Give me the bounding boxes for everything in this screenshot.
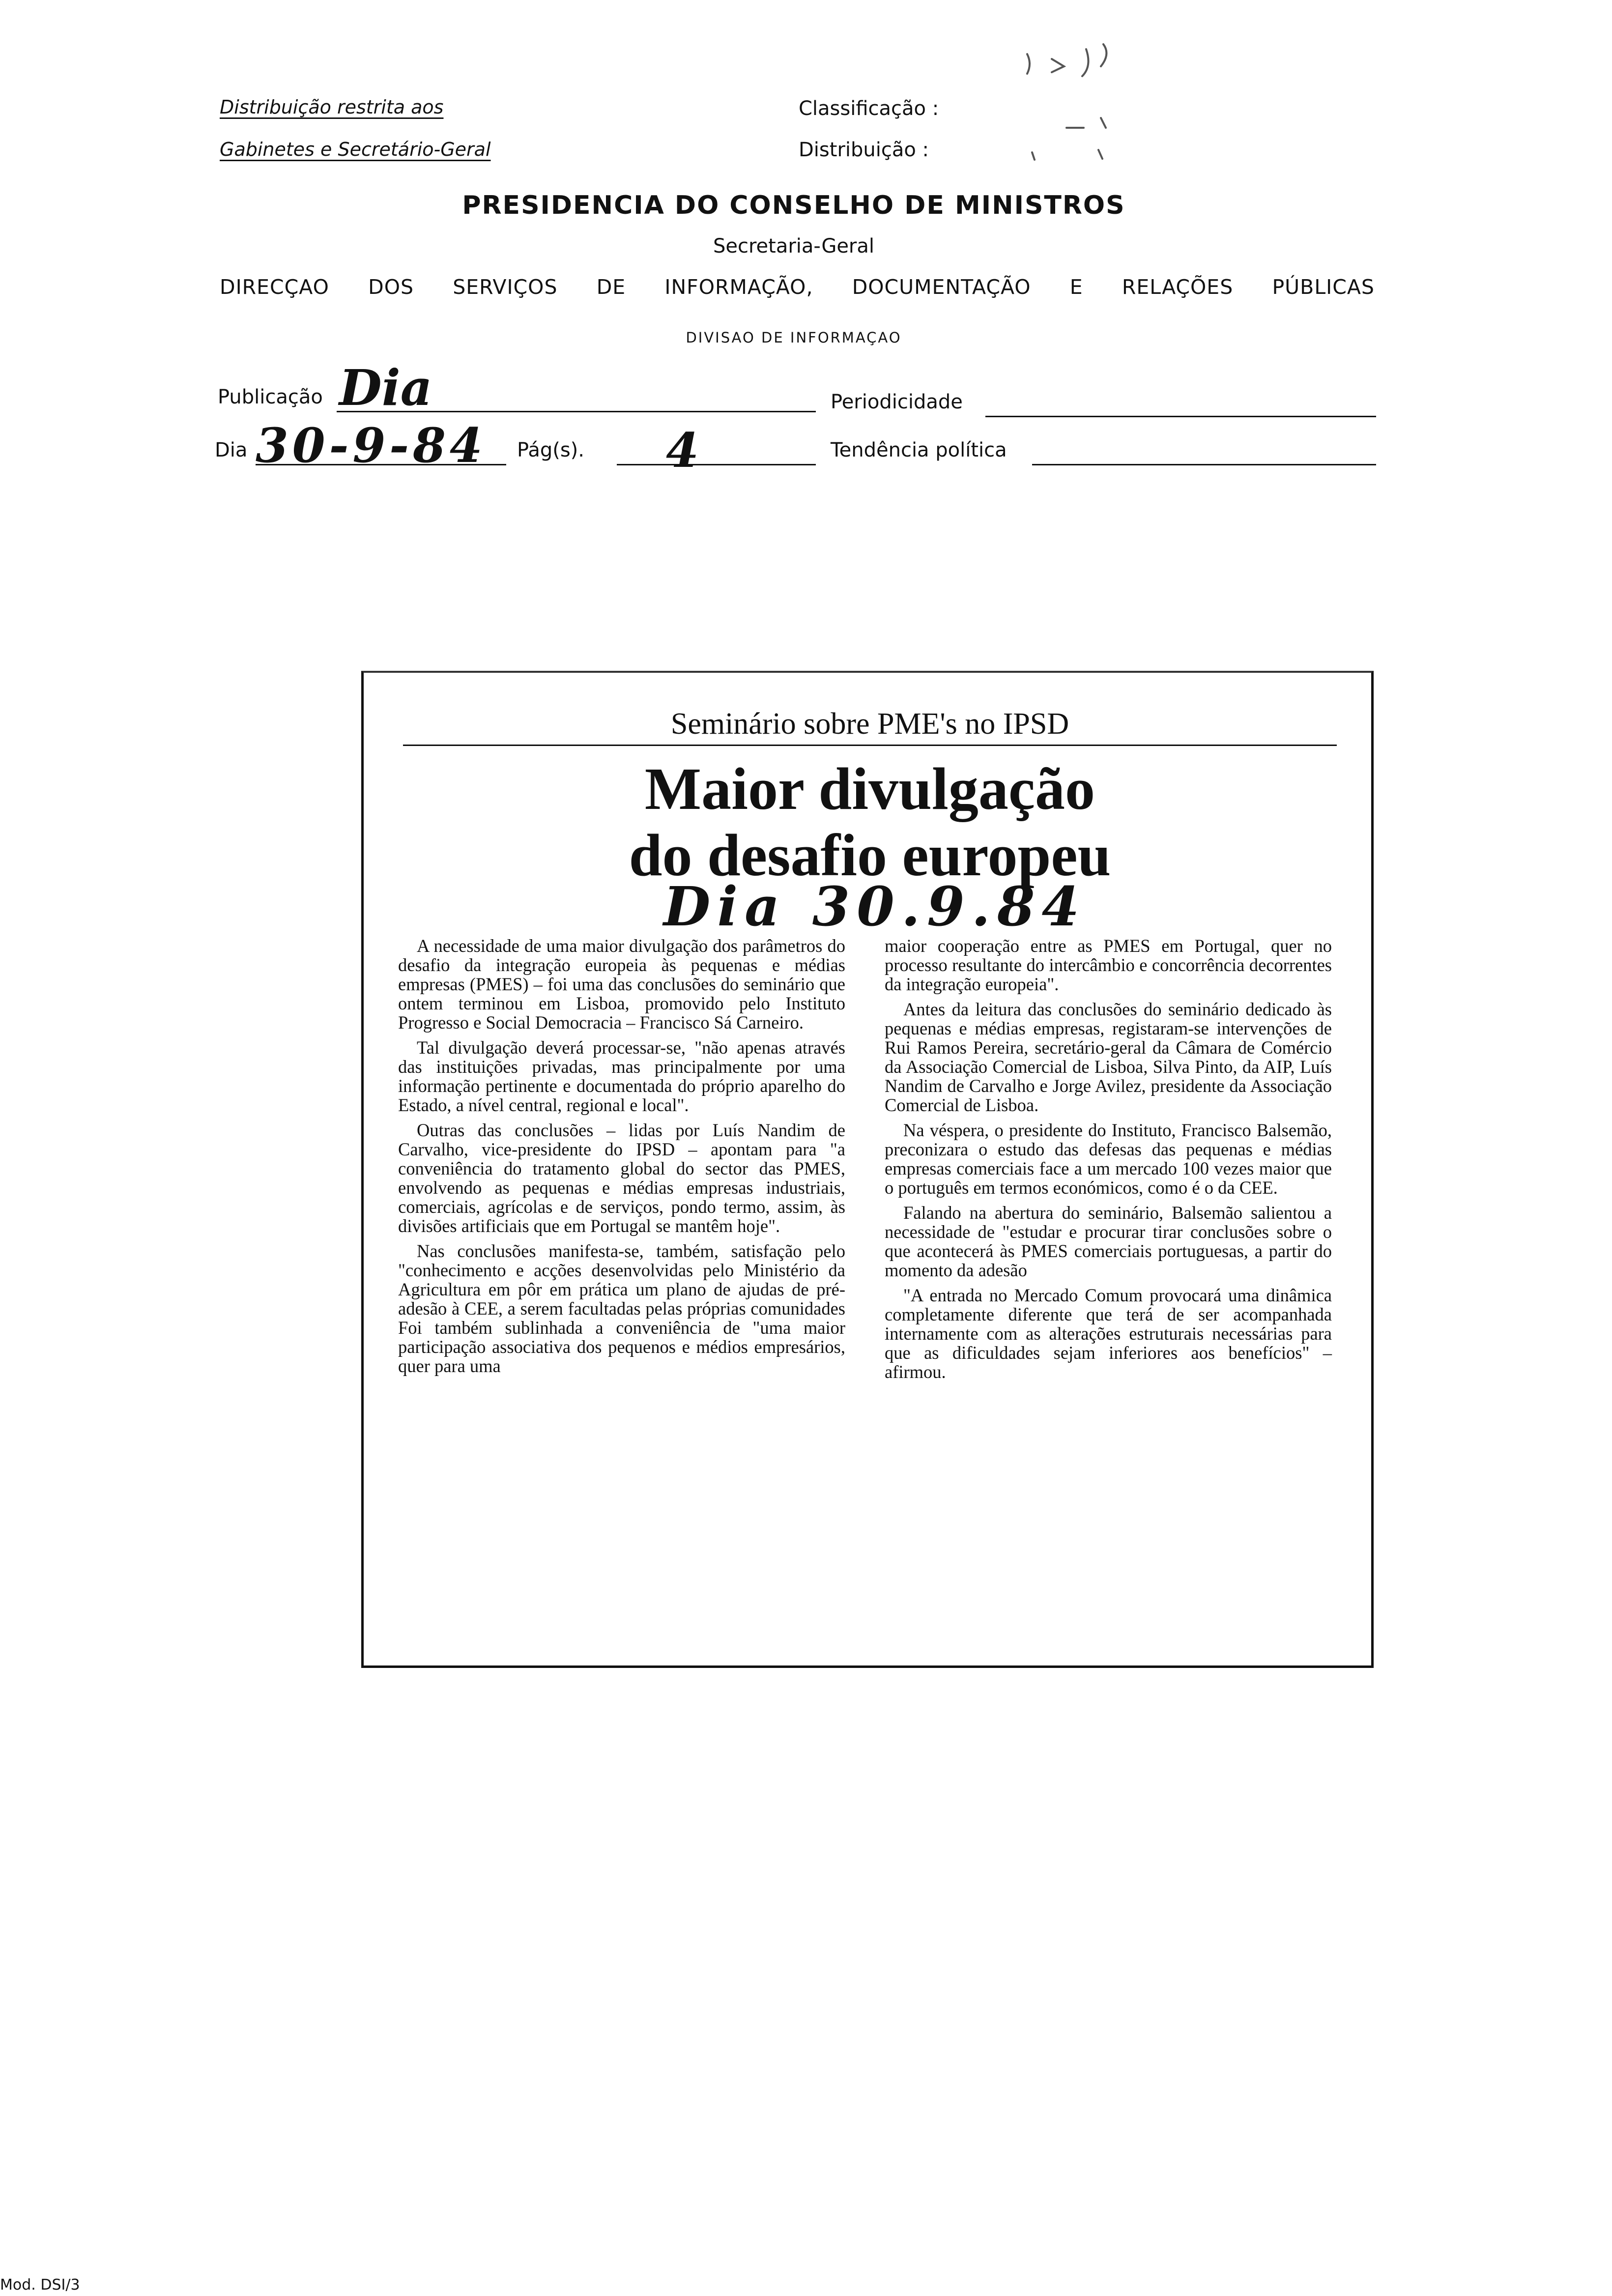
publicacao-line — [337, 411, 816, 412]
article-paragraph: A necessidade de uma maior divulgação dos parâmetros do desafio da integração europeia às pequenas e médias empresas (PMES) – foi uma das conclusões do seminário que ontem terminou em Lisboa, promovido pelo Instituto Progresso e Social Democracia – Francisco Sá Carneiro. — [398, 936, 845, 1033]
handwritten-marks — [993, 29, 1121, 162]
distribuicao-label: Distribuição : — [799, 139, 929, 161]
pags-label: Pág(s). — [517, 439, 584, 461]
direccao-word: INFORMAÇÃO, — [664, 275, 813, 299]
classificacao-label: Classificação : — [799, 97, 939, 120]
tendencia-label: Tendência política — [831, 439, 1007, 461]
direccao-word: SERVIÇOS — [453, 275, 558, 299]
article-paragraph: Antes da leitura das conclusões do seminário dedicado às pequenas e médias empresas, registaram-se intervenções de Rui Ramos Pereira, secretário-geral da Câmara de Comércio da Associação Comercial de Lisboa, Silva Pinto, da AIP, Luís Nandim de Carvalho e Jorge Avilez, presidente da Associação Comercial de Lisboa. — [885, 999, 1332, 1115]
direccao-word: DOCUMENTAÇÃO — [852, 275, 1031, 299]
publicacao-label: Publicação — [218, 386, 323, 408]
distribution-restricted-line2: Gabinetes e Secretário-Geral — [220, 139, 491, 160]
article-paragraph: Outras das conclusões – lidas por Luís Nandim de Carvalho, vice-presidente do IPSD – apontam para "a conveniência do tratamento global do sector das PMES, envolvendo as pequenas e médias empresas industriais, comerciais, agrícolas e de serviços, pondo termo, assim, às divisões artificiais que em Portugal se mantêm hoje". — [398, 1120, 845, 1236]
handwritten-date-note: Dia 30.9.84 — [663, 875, 1087, 938]
direccao-word: PÚBLICAS — [1272, 275, 1375, 299]
tendencia-line — [1032, 464, 1376, 465]
direccao-word: RELAÇÕES — [1122, 275, 1234, 299]
direccao-word: DIRECÇAO — [220, 275, 329, 299]
article-paragraph: "A entrada no Mercado Comum provocará uma dinâmica completamente diferente que terá de ser acompanhada internamente com as alterações estruturais necessárias para que as dificuldades sejam inferiores aos benefícios" – afirmou. — [885, 1285, 1332, 1382]
article-paragraph: maior cooperação entre as PMES em Portugal, quer no processo resultante do intercâmbio e concorrência decorrentes da integração europeia". — [885, 936, 1332, 994]
periodicidade-label: Periodicidade — [831, 391, 963, 413]
dia-line — [256, 464, 506, 465]
article-column-2 — [885, 936, 1332, 1387]
clipping-headline-line1: Maior divulgação — [644, 756, 1095, 822]
article-column-1 — [398, 936, 845, 1381]
direccao-word: E — [1069, 275, 1083, 299]
direccao-word: DE — [596, 275, 626, 299]
distribution-restricted-line1: Distribuição restrita aos — [220, 96, 444, 118]
article-paragraph: Na véspera, o presidente do Instituto, Francisco Balsemão, preconizara o estudo das defesas das pequenas e médias empresas comerciais face a um mercado 100 vezes maior que o português em termos económicos, como é o da CEE. — [885, 1120, 1332, 1198]
dia-label: Dia — [215, 439, 248, 461]
clipping-headline-line2: do desafio europeu — [629, 822, 1111, 889]
clipping-kicker: Seminário sobre PME's no IPSD — [403, 707, 1337, 746]
article-paragraph: Nas conclusões manifesta-se, também, satisfação pelo "conhecimento e acções desenvolvidas pelo Ministério da Agricultura em pôr em prática um plano de ajudas de pré-adesão à CEE, a serem facultadas pelas próprias comunidades Foi também sublinhada a conveniência de "uma maior participação associativa dos pequenos e médios empresários, quer para uma — [398, 1241, 845, 1376]
direccao-line — [220, 275, 1375, 299]
article-paragraph: Tal divulgação deverá processar-se, "não apenas através das instituições privadas, mas principalmente por uma informação pertinente e documentada do próprio aparelho do Estado, a nível central, regional e local". — [398, 1037, 845, 1115]
pags-line — [617, 464, 816, 465]
dia-value: 30-9-84 — [256, 418, 487, 473]
divisao-line: DIVISAO DE INFORMAÇAO — [686, 329, 902, 346]
secretaria-subtitle: Secretaria-Geral — [713, 235, 874, 258]
publicacao-value: Dia — [339, 359, 432, 417]
pags-value: 4 — [666, 423, 699, 478]
article-paragraph: Falando na abertura do seminário, Balsemão salientou a necessidade de "estudar e procurar tirar conclusões sobre o que acontecerá às PMES comerciais portuguesas, a partir do momento da adesão — [885, 1203, 1332, 1280]
direccao-word: DOS — [368, 275, 414, 299]
periodicidade-line — [985, 416, 1376, 417]
form-code: Mod. DSI/3 — [0, 2276, 80, 2294]
institution-title: PRESIDENCIA DO CONSELHO DE MINISTROS — [462, 191, 1125, 220]
